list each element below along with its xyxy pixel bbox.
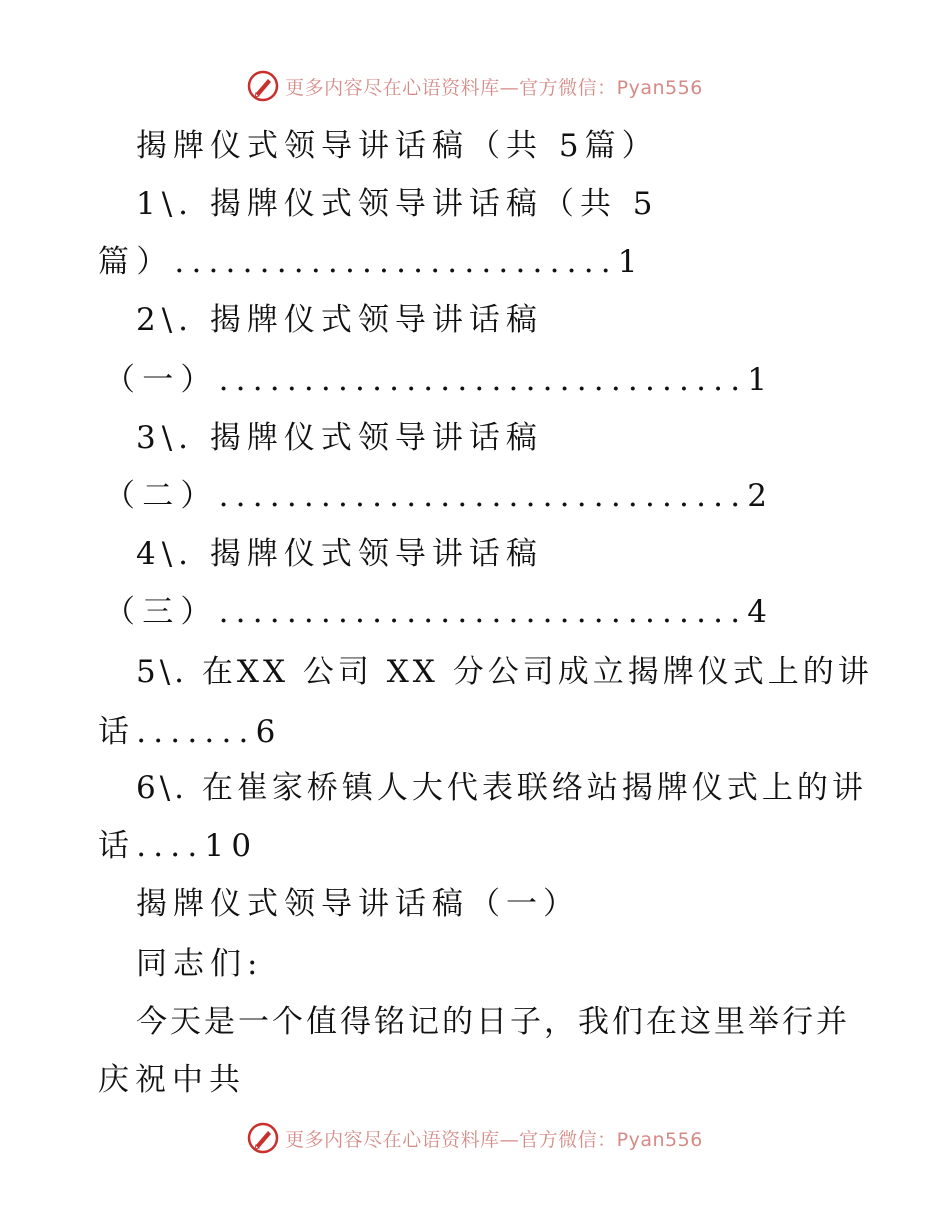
section-heading: 揭牌仪式领导讲话稿（一）	[136, 886, 580, 922]
toc-entry-5-line2: 话.......6	[98, 714, 283, 750]
toc-entry-1-line1: 1\. 揭牌仪式领导讲话稿（共 5	[136, 186, 659, 222]
toc-entry-6-line2: 话....10	[98, 828, 259, 864]
watermark-text: 更多内容尽在心语资料库—官方微信：Pyan556	[285, 1128, 703, 1151]
toc-entry-5-line1: 5\. 在XX 公司 XX 分公司成立揭牌仪式上的讲	[136, 654, 873, 690]
toc-entry-2-line1: 2\. 揭牌仪式领导讲话稿	[136, 302, 543, 338]
toc-entry-3-line2: （二）...............................2	[104, 478, 775, 514]
toc-entry-4-line1: 4\. 揭牌仪式领导讲话稿	[136, 536, 543, 572]
salutation: 同志们:	[136, 946, 264, 982]
toc-entry-1-line2: 篇）..........................1	[98, 244, 645, 280]
body-paragraph-line1: 今天是一个值得铭记的日子，我们在这里举行并	[136, 1004, 850, 1040]
toc-entry-6-line1: 6\. 在崔家桥镇人大代表联络站揭牌仪式上的讲	[136, 770, 867, 806]
toc-entry-2-line2: （一）...............................1	[104, 362, 775, 398]
watermark-text: 更多内容尽在心语资料库—官方微信：Pyan556	[285, 76, 703, 99]
document-title: 揭牌仪式领导讲话稿（共 5篇）	[136, 128, 659, 164]
body-paragraph-line2: 庆祝中共	[98, 1062, 246, 1098]
header-watermark-banner	[0, 70, 950, 102]
footer-watermark-banner	[0, 1122, 950, 1154]
toc-entry-4-line2: （三）...............................4	[104, 594, 775, 630]
pen-seal-logo-icon	[247, 1122, 279, 1154]
pen-seal-logo-icon	[247, 70, 279, 102]
toc-entry-3-line1: 3\. 揭牌仪式领导讲话稿	[136, 420, 543, 456]
